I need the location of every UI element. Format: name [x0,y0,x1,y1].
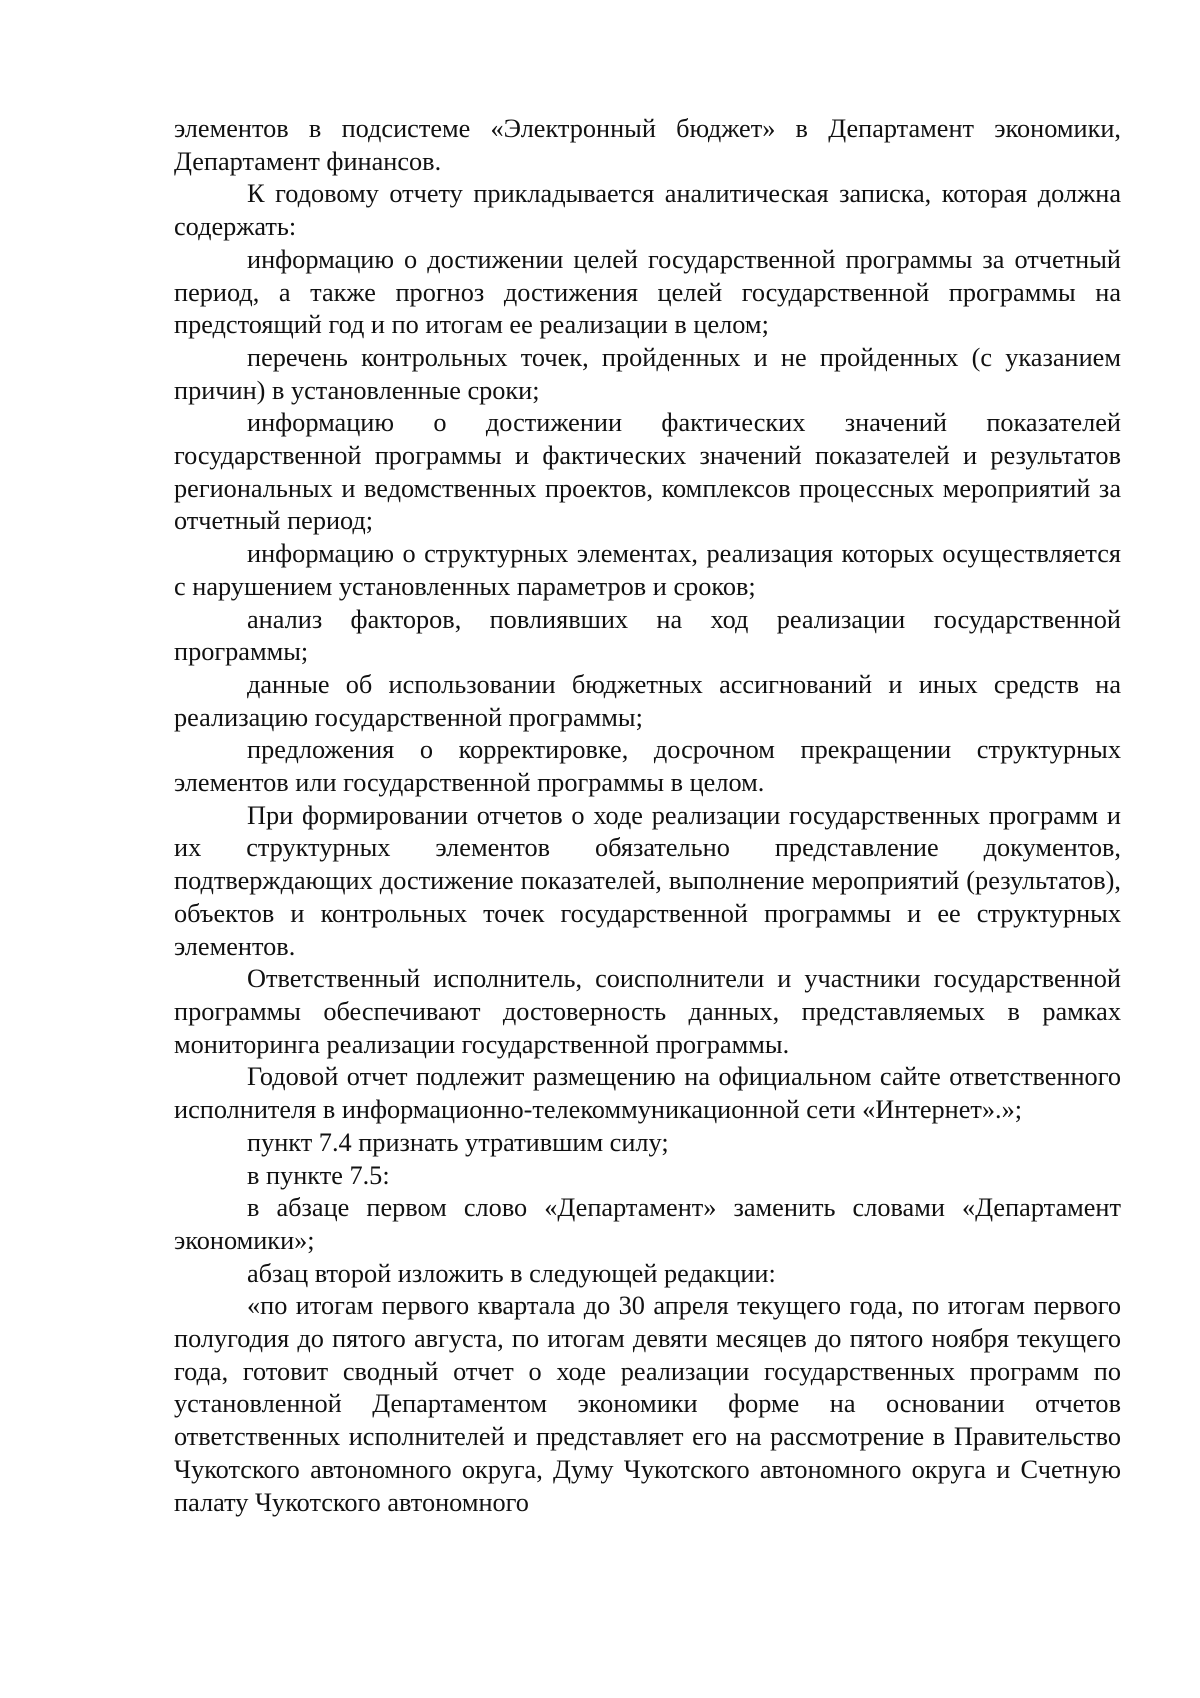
paragraph-adjustment-proposals: предложения о корректировке, досрочном прекращении структурных элементов или государственной программы в целом. [174,735,1121,798]
paragraph-budget-allocations: данные об использовании бюджетных ассигнований и иных средств на реализацию государственной программы; [174,669,1121,732]
paragraph-clause-7-5: в пункте 7.5: [247,1160,390,1190]
paragraph-second-subparagraph-intro: абзац второй изложить в следующей редакции: [247,1258,776,1288]
paragraph-structural-elements: информацию о структурных элементах, реализация которых осуществляется с нарушением установленных параметров и сроков; [174,539,1121,601]
paragraph-data-reliability: Ответственный исполнитель, соисполнители и участники государственной программы обеспечивают достоверность данных, представляемых в рамках мониторинга реализации государственной программы. [174,964,1121,1059]
paragraph-first-subparagraph-amendment: в абзаце первом слово «Департамент» заменить словами «Департамент экономики»; [174,1193,1121,1255]
paragraph-indicator-values: информацию о достижении фактических значений показателей государственной программы и фактических значений показателей и результатов региональных и ведомственных проектов, комплексов процессных мероприятий за отчетный период; [174,408,1121,536]
document-page [174,113,1121,1519]
paragraph-budget-subsystem: элементов в подсистеме «Электронный бюджет» в Департамент экономики, Департамент финансов. [174,114,1121,176]
paragraph-clause-7-4: пункт 7.4 признать утратившим силу; [247,1127,669,1157]
paragraph-goals-achievement: информацию о достижении целей государственной программы за отчетный период, а также прогноз достижения целей государственной программы на предстоящий год и по итогам ее реализации в целом; [174,244,1121,340]
paragraph-control-points: перечень контрольных точек, пройденных и не пройденных (с указанием причин) в установленные сроки; [174,342,1121,405]
paragraph-supporting-documents: При формировании отчетов о ходе реализации государственных программ и их структурных элементов обязательно представление документов, подтверждающих достижение показателей, выполнение мероприятий (результатов), объектов и контрольных точек государственной программы и ее структурных элементов. [174,800,1121,961]
paragraph-annual-report-publication: Годовой отчет подлежит размещению на официальном сайте ответственного исполнителя в информационно-телекоммуникационной сети «Интернет».»; [174,1062,1121,1125]
paragraph-consolidated-report: «по итогам первого квартала до 30 апреля текущего года, по итогам первого полугодия до пятого августа, по итогам девяти месяцев до пятого ноября текущего года, готовит сводный отчет о ходе реализации государственных программ по установленной Департаментом экономики форме на основании отчетов ответственных исполнителей и представляет его на рассмотрение в Правительство Чукотского автономного округа, Думу Чукотского автономного округа и Счетную палату Чукотского автономного [174,1291,1121,1517]
paragraph-factor-analysis: анализ факторов, повлиявших на ход реализации государственной программы; [174,604,1121,667]
paragraph-analytical-note: К годовому отчету прикладывается аналитическая записка, которая должна содержать: [174,179,1121,242]
